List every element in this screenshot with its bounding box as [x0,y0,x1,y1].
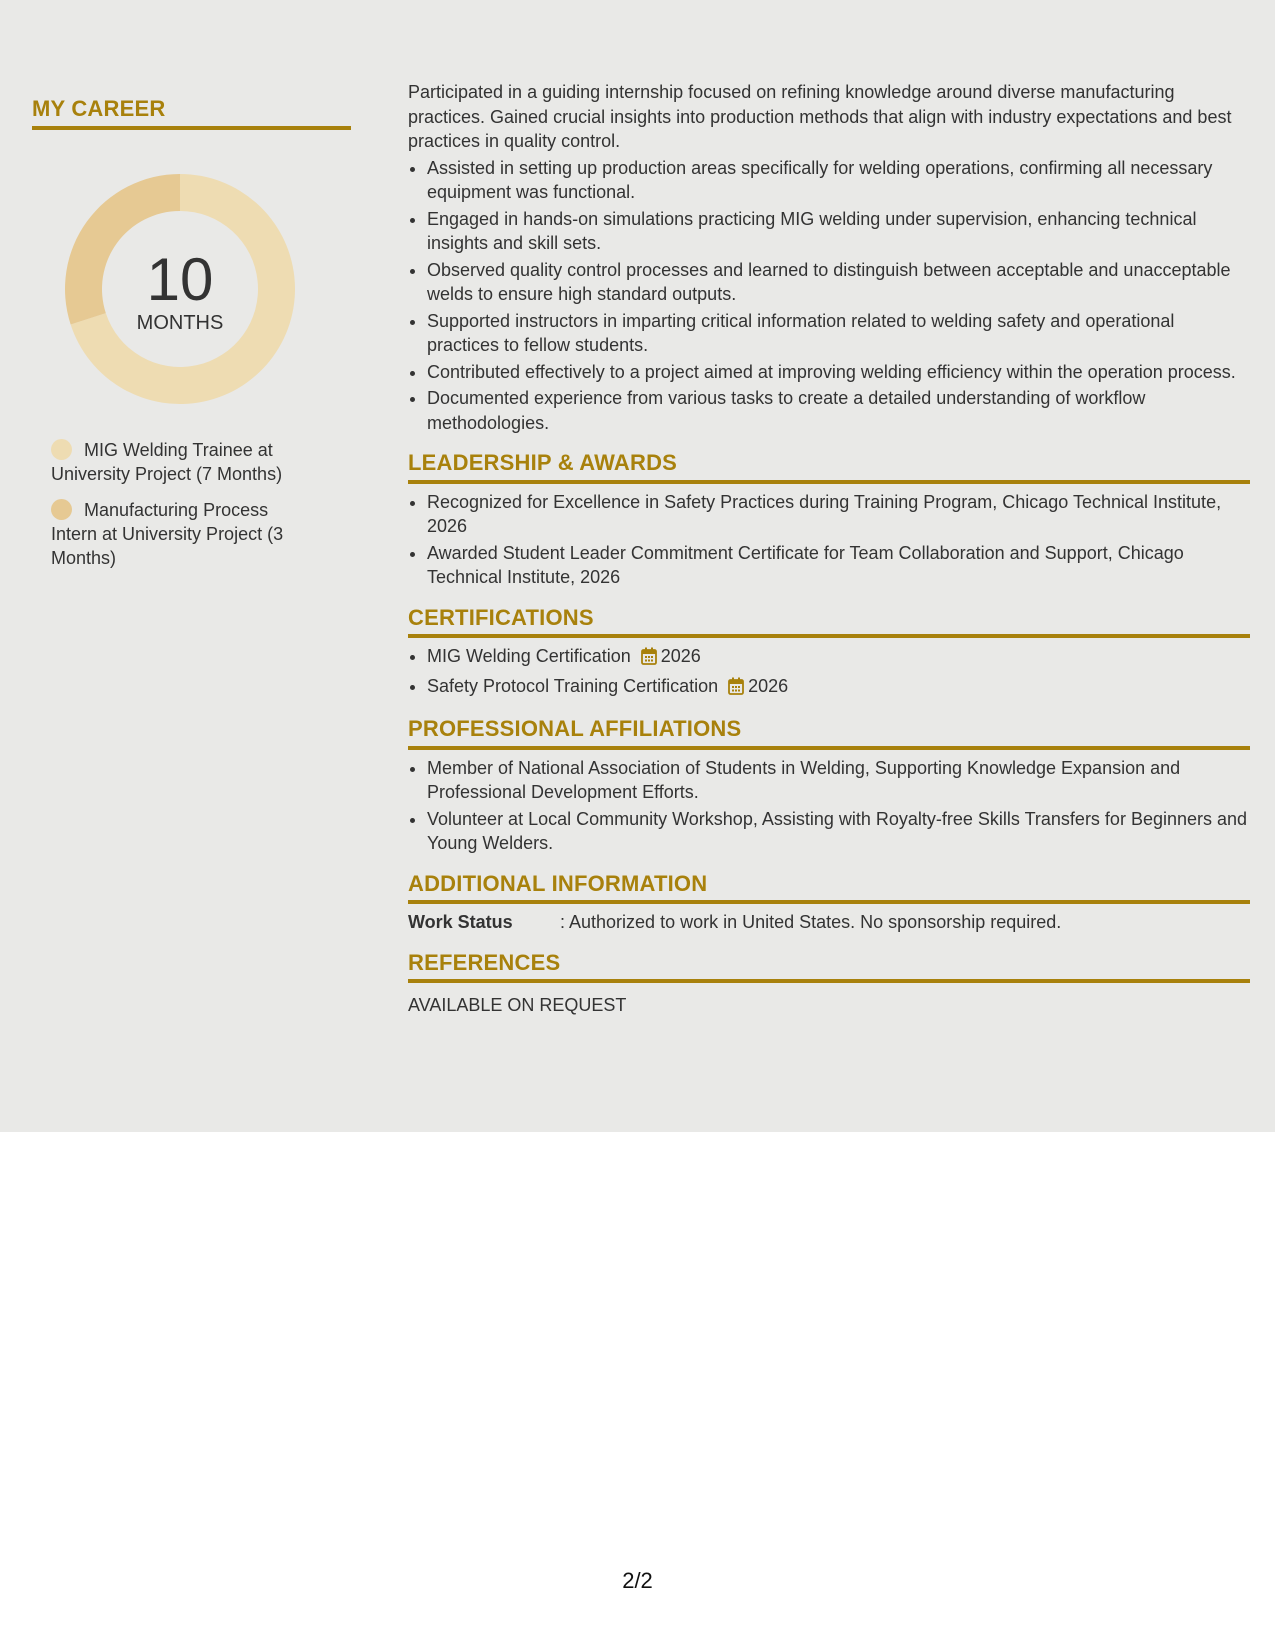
awards-list [408,490,1250,590]
list-item [427,674,1250,702]
certifications-section [408,606,1250,702]
affiliations-list [408,756,1250,856]
certification-year: 2026 [660,646,701,666]
experience-bullets [408,156,1250,436]
list-item: • Recognized for Excellence in Safety Practices during Training Program, Chicago Technical Institute, 2026 [427,490,1250,539]
legend-item-trainee [51,438,311,486]
additional-info-section [408,872,1250,935]
list-item: • Documented experience from various tasks to create a detailed understanding of workflow methodologies. [427,386,1250,435]
references-heading: REFERENCES [408,951,1250,984]
work-status-value: : Authorized to work in United States. No sponsorship required. [560,912,1062,932]
list-item: • Member of National Association of Students in Welding, Supporting Knowledge Expansion and Professional Development Efforts. [427,756,1250,805]
page-number: 2/2 [622,1568,653,1593]
career-heading: MY CAREER [32,96,351,130]
certifications-list [408,644,1250,701]
list-item: • Supported instructors in imparting critical information related to welding safety and operational practices to fellow students. [427,309,1250,358]
calendar-icon [728,677,744,702]
career-donut-chart [65,174,295,404]
list-item: • Awarded Student Leader Commitment Certificate for Team Collaboration and Support, Chicago Technical Institute, 2026 [427,541,1250,590]
certification-name: MIG Welding Certification [427,646,631,666]
list-item: • Assisted in setting up production areas specifically for welding operations, confirming all necessary equipment was functional. [427,156,1250,205]
awards-heading: LEADERSHIP & AWARDS [408,451,1250,484]
work-status-row [408,910,1250,935]
list-item: • Contributed effectively to a project aimed at improving welding efficiency within the operation process. [427,360,1250,385]
work-status-label: Work Status [408,912,513,932]
legend-label: Manufacturing Process Intern at University Project (3 Months) [51,500,284,568]
certification-year: 2026 [748,675,789,696]
affiliations-heading: PROFESSIONAL AFFILIATIONS [408,717,1250,750]
list-item: • Volunteer at Local Community Workshop, Assisting with Royalty-free Skills Transfers for Beginners and Young Welders. [427,807,1250,856]
main-content [408,80,1250,1018]
awards-section [408,451,1250,590]
affiliations-section [408,717,1250,856]
legend-dot-trainee [51,439,72,460]
career-legend [51,438,311,570]
legend-label: MIG Welding Trainee at University Project (7 Months) [51,440,283,484]
career-total-unit: MONTHS [136,311,224,334]
legend-item-intern [51,498,311,570]
experience-intro: Participated in a guiding internship focused on refining knowledge around diverse manufacturing practices. Gained crucial insights into production methods that align with industry expectations and best practices in quality control. [408,82,1232,151]
certifications-heading: CERTIFICATIONS [408,606,1250,639]
list-item: • Engaged in hands-on simulations practicing MIG welding under supervision, enhancing technical insights and skill sets. [427,207,1250,256]
references-section [408,951,1250,1018]
donut-center [65,174,295,404]
career-sidebar [32,96,351,582]
certification-name: Safety Protocol Training Certification [427,675,719,696]
calendar-icon [641,647,657,672]
references-text: AVAILABLE ON REQUEST [408,995,627,1015]
list-item [427,644,1250,672]
career-total-value: 10 [146,245,214,313]
list-item: • Observed quality control processes and learned to distinguish between acceptable and unacceptable welds to ensure high standard outputs. [427,258,1250,307]
legend-dot-intern [51,499,72,520]
additional-info-heading: ADDITIONAL INFORMATION [408,872,1250,905]
